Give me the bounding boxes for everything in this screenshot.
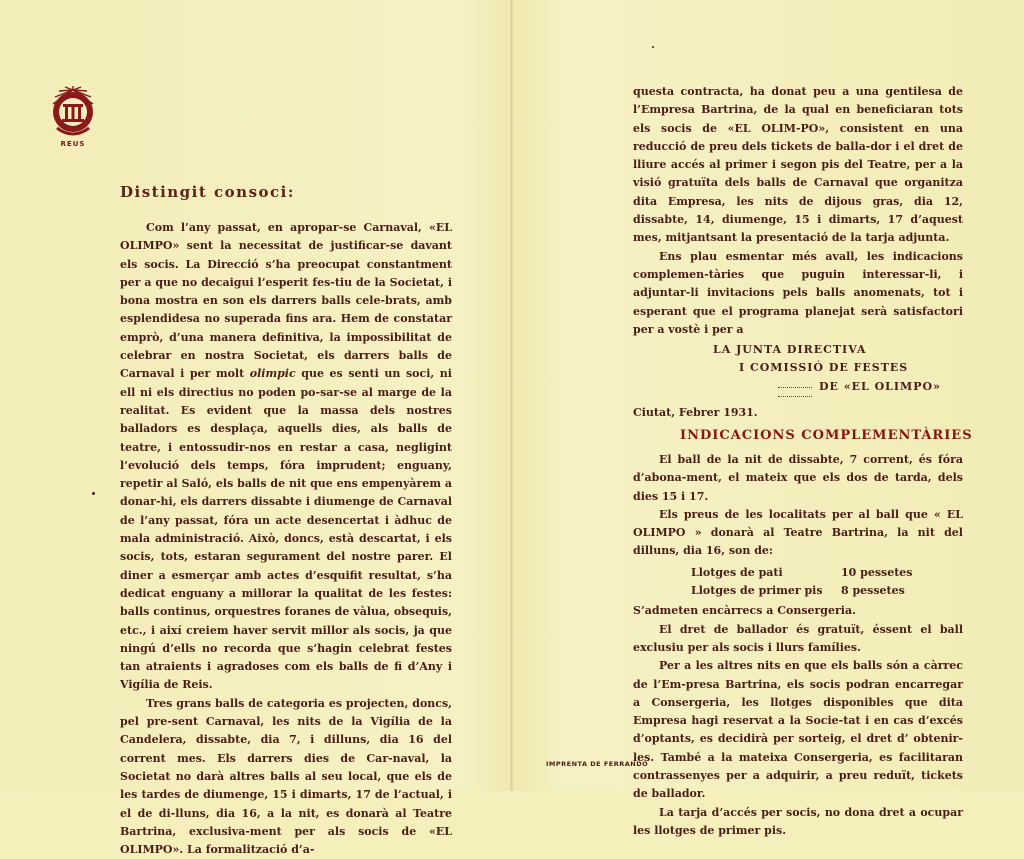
price-value: 8 pessetes bbox=[841, 584, 905, 598]
table-row bbox=[633, 582, 963, 600]
signature-line-3: DE «EL OLIMPO» bbox=[819, 379, 941, 393]
letter-closing: Ens plau esmentar més avall, les indicacions complemen-tàries que puguin interessar-li, i adjuntar-li invitacions pels balls anomenats, tot i esperant que el programa planejat serà satisfactori per a vostè i per a bbox=[633, 249, 963, 336]
letter-right-column bbox=[633, 83, 963, 422]
letter-continuation: questa contracta, ha donat peu a una gentilesa de l’Empresa Bartrina, de la qual en beneficiaran tots els socis de «EL OLIM-PO», consistent en una reducció de preu dels tickets de balla-dor i el dret de lliure accés al primer i segon pis del Teatre, per a la visió gratuïta dels balls de Carnaval que organitza dita Empresa, les nits de dijous gras, dia 12, dissabte, 14, diumenge, 15 i dimarts, 17 d’aquest mes, mitjantsant la presentació de la tarja adjunta. bbox=[633, 85, 963, 245]
price-table bbox=[633, 564, 963, 601]
price-label: Llotges de pati bbox=[691, 565, 783, 579]
signature-line-1: LA JUNTA DIRECTIVA bbox=[713, 343, 867, 357]
indications-p3: S’admeten encàrrecs a Consergeria. bbox=[633, 604, 856, 618]
indications-p1: El ball de la nit de dissabte, 7 corrent, és fóra d’abona-ment, el mateix que els dos de tarda, dels dies 15 i 17. bbox=[633, 453, 963, 503]
paper-speck bbox=[92, 492, 95, 495]
price-label: Llotges de primer pis bbox=[691, 584, 823, 598]
page-fold bbox=[510, 0, 513, 791]
letter-paragraph-2: Tres grans balls de categoria es projecten, doncs, pel pre-sent Carnaval, les nits de la Vigília de la Candelera, dissabte, dia 7, i dilluns, dia 16 del corrent mes. Els darrers dies de Car-naval, la Societat no darà altres balls al seu local, que els de les tardes de diumenge, 15 i dimarts, 17 de l’actual, i el de di-lluns, dia 16, a la nit, es donarà al Teatre Bartrina, exclusiva-ment per als socis de «EL OLIMPO». La formalització d’a- bbox=[120, 696, 452, 857]
signature-line-2: I COMISSIÓ DE FESTES bbox=[739, 361, 909, 375]
table-row bbox=[633, 564, 963, 582]
indications-p2: Els preus de les localitats per al ball que « EL OLIMPO » donarà al Teatre Bartrina, la nit del dilluns, dia 16, son de: bbox=[633, 507, 963, 558]
price-value: 10 pessetes bbox=[841, 565, 913, 579]
letter-paragraph-1: Com l’any passat, en apropar-se Carnaval, «EL OLIMPO» sent la necessitat de justificar-se davant els socis. La Direcció s’ha preocupat constantment per a que no decaigui l’esperit fes-tiu de la Societat, i bona mostra en son els darrers balls cele-brats, amb esplendidesa no superada fins ara. Hem de constatar emprò, d’una manera definitiva, la impossibilitat de celebrar en nostra Societat, els darrers balls de Carnaval i per molt olimpic que es senti un soci, ni ell ni els directius no poden po-sar-se al marge de la realitat. Es evident que la massa dels nostres balladors es desplaça, aquells dies, als balls de teatre, i entossudir-nos en restar a casa, negligint l’evolució dels temps, fóra imprudent; enguany, repetir al Saló, els balls de nit que ens empenyàrem a donar-hi, els darrers dissabte i diumenge de Carnaval de l’any passat, fóra un acte desencertat i àdhuc de mala administració. Això, doncs, està descartat, i els socis, tots, estaran segurament del nostre parer. El diner a esmerçar amb actes d’esquifit resultat, s’ha dedicat enguany a millorar la qualitat de les festes: balls continus, orquestres foranes de vàlua, obsequis, etc., i així creiem haver servit millor als socis, ja que ningú d’ells no recorda que s’hagin celebrat festes tan atraients i agradoses com els balls de fi d’Any i Vigília de Reis. bbox=[120, 221, 452, 692]
indications-title: INDICACIONS COMPLEMENTÀRIES bbox=[680, 428, 973, 443]
el-olimpo-emblem-icon bbox=[47, 84, 99, 142]
logo-city-label: REUS bbox=[60, 140, 86, 148]
indications-column bbox=[633, 451, 963, 840]
indications-p5: Per a les altres nits en que els balls són a càrrec de l’Em-presa Bartrina, els socis podran encarregar a Consergeria, les llotges disponibles que dita Empresa hagi reservat a la Socie-tat i en cas d’excés d’optants, es decidirà per sorteig, el dret d’ obtenir-les. També a la mateixa Consergeria, es facilitaran contrassenyes per a adquirir, a preu reduït, tickets de ballador. bbox=[633, 659, 963, 801]
indications-p6: La tarja d’accés per socis, no dona dret a ocupar les llotges de primer pis. bbox=[633, 805, 963, 837]
letter-greeting: Distingit consoci: bbox=[120, 183, 295, 201]
printer-imprint: IMPRENTA DE FERRANDO bbox=[546, 760, 649, 768]
indications-p4: El dret de ballador és gratuït, éssent el ball exclusiu per als socis i llurs famílies. bbox=[633, 622, 963, 654]
letter-date: Ciutat, Febrer 1931. bbox=[633, 406, 758, 420]
dotted-separator bbox=[778, 387, 812, 397]
paper-speck bbox=[652, 46, 654, 48]
letter-left-column bbox=[120, 219, 452, 859]
olimpic-emphasis: olimpic bbox=[249, 367, 296, 381]
